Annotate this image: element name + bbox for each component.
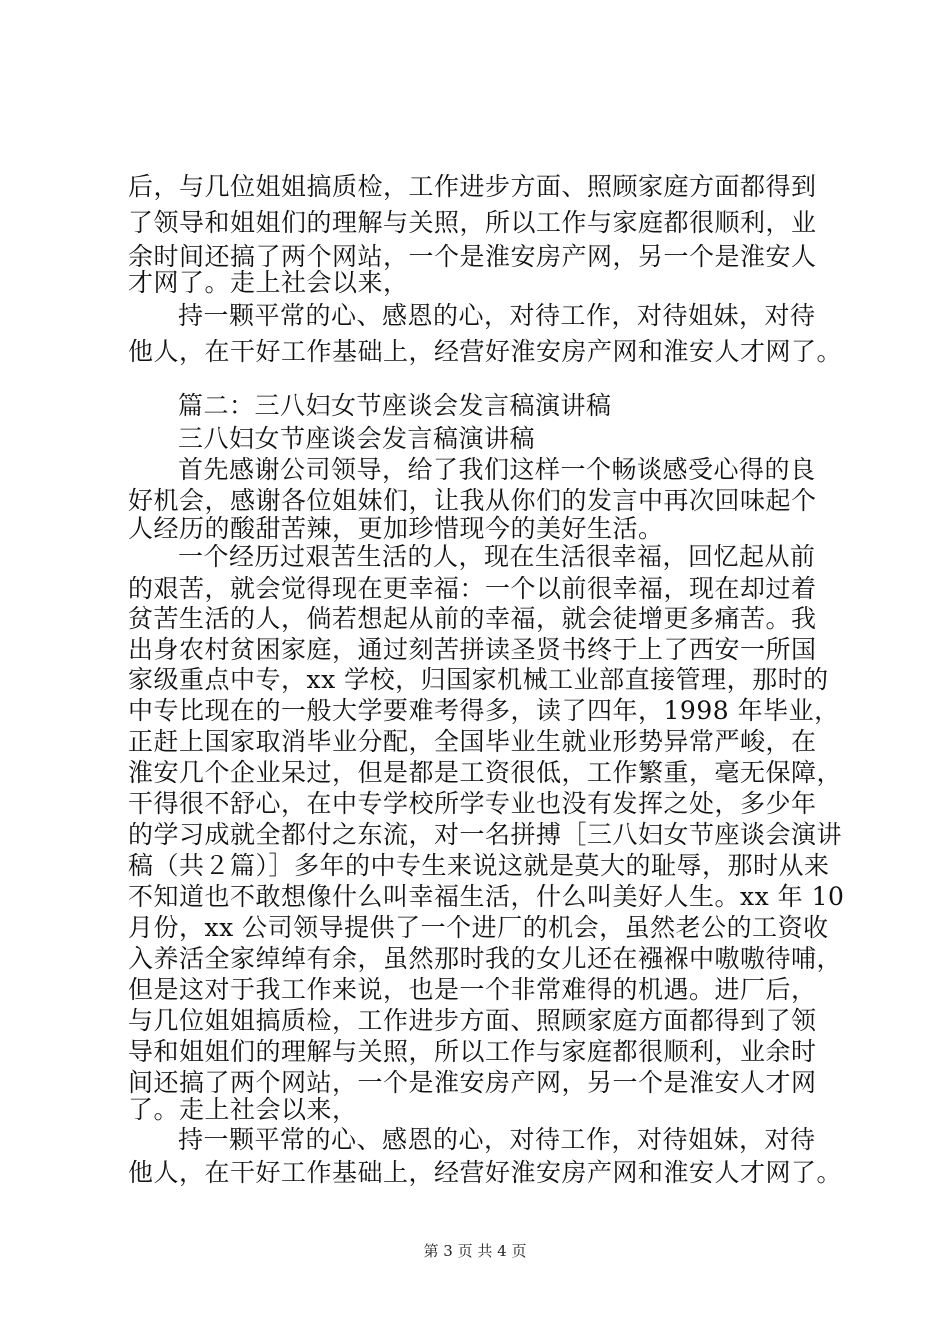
text-line: 的学习成就全都付之东流，对一名拼搏［三八妇女节座谈会演讲 xyxy=(128,820,843,849)
text-line: 首先感谢公司领导，给了我们这样一个畅谈感受心得的良 xyxy=(178,455,816,484)
text-line: 稿（共２篇）］多年的中专生来说这就是莫大的耻辱，那时从来 xyxy=(128,851,830,880)
text-line: 干得很不舒心，在中专学校所学专业也没有发挥之处，多少年 xyxy=(128,789,817,818)
text-line: 但是这对于我工作来说，也是一个非常难得的机遇。进厂后， xyxy=(128,975,817,1004)
text-line: 余时间还搞了两个网站，一个是淮安房产网，另一个是淮安人 xyxy=(128,242,817,271)
text-line: 他人，在干好工作基础上，经营好淮安房产网和淮安人才网了。 xyxy=(128,1158,843,1187)
section-heading: 篇二：三八妇女节座谈会发言稿演讲稿 xyxy=(178,391,612,420)
text-line: 与几位姐姐搞质检，工作进步方面、照顾家庭方面都得到了领 xyxy=(128,1006,817,1035)
text-line: 中专比现在的一般大学要难考得多，读了四年，1998 年毕业， xyxy=(128,696,840,725)
text-line: 了领导和姐姐们的理解与关照，所以工作与家庭都很顺利，业 xyxy=(128,208,817,237)
text-line: 一个经历过艰苦生活的人，现在生活很幸福，回忆起从前 xyxy=(178,542,816,571)
text-line: 持一颗平常的心、感恩的心，对待工作，对待姐妹，对待 xyxy=(178,301,816,330)
article-title: 三八妇女节座谈会发言稿演讲稿 xyxy=(178,424,536,453)
text-line: 人经历的酸甜苦辣，更加珍惜现今的美好生活。 xyxy=(128,514,664,543)
text-line: 淮安几个企业呆过，但是都是工资很低，工作繁重，毫无保障， xyxy=(128,758,843,787)
text-line: 不知道也不敢想像什么叫幸福生活，什么叫美好人生。xx 年 10 xyxy=(128,882,845,911)
text-line: 导和姐姐们的理解与关照，所以工作与家庭都很顺利，业余时 xyxy=(128,1037,817,1066)
text-line: 才网了。走上社会以来， xyxy=(128,268,409,297)
text-line: 贫苦生活的人，倘若想起从前的幸福，就会徒增更多痛苦。我 xyxy=(128,604,817,633)
text-line: 出身农村贫困家庭，通过刻苦拼读圣贤书终于上了西安一所国 xyxy=(128,635,817,664)
text-line: 家级重点中专，xx 学校，归国家机械工业部直接管理，那时的 xyxy=(128,665,829,694)
text-line: 的艰苦，就会觉得现在更幸福：一个以前很幸福，现在却过着 xyxy=(128,574,817,603)
text-line: 他人，在干好工作基础上，经营好淮安房产网和淮安人才网了。 xyxy=(128,337,843,366)
text-line: 好机会，感谢各位姐妹们，让我从你们的发言中再次回味起个 xyxy=(128,486,817,515)
text-line: 入养活全家绰绰有余，虽然那时我的女儿还在襁褓中嗷嗷待哺， xyxy=(128,944,843,973)
text-line: 了。走上社会以来， xyxy=(128,1095,358,1124)
text-line: 持一颗平常的心、感恩的心，对待工作，对待姐妹，对待 xyxy=(178,1125,816,1154)
text-line: 正赶上国家取消毕业分配，全国毕业生就业形势异常严峻，在 xyxy=(128,727,817,756)
page-number-footer: 第 3 页 共 4 页 xyxy=(423,1242,527,1260)
text-line: 间还搞了两个网站，一个是淮安房产网，另一个是淮安人才网 xyxy=(128,1068,817,1097)
text-line: 后，与几位姐姐搞质检，工作进步方面、照顾家庭方面都得到 xyxy=(128,172,817,201)
text-line: 月份，xx 公司领导提供了一个进厂的机会，虽然老公的工资收 xyxy=(128,913,829,942)
